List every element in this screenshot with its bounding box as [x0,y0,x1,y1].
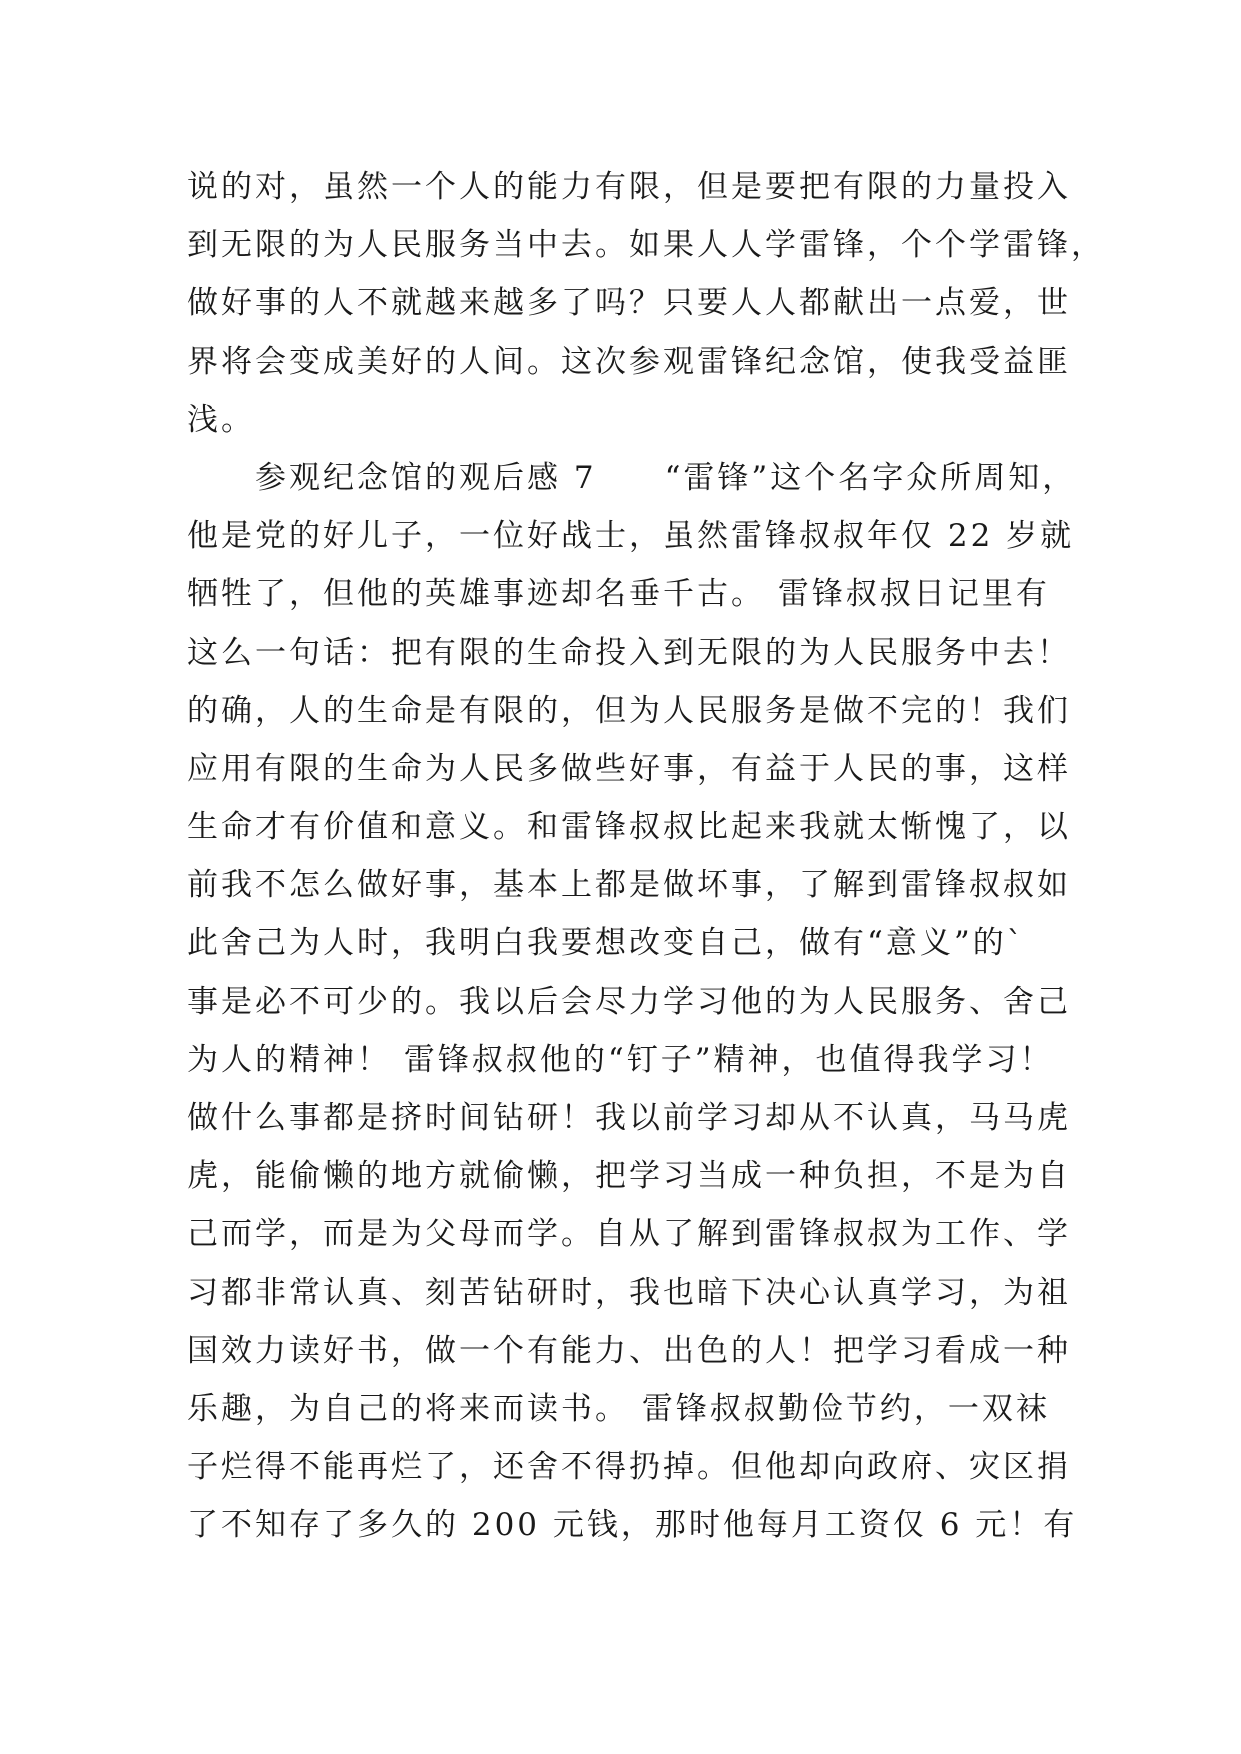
text-line-5: 浅。 [187,401,255,438]
text-line-21: 国效力读好书，做一个有能力、出色的人！把学习看成一种 [187,1332,1071,1369]
text-line-6: 参观纪念馆的观后感 7 “雷锋”这个名字众所周知， [187,459,1077,496]
text-line-1: 说的对，虽然一个人的能力有限，但是要把有限的力量投入 [187,169,1071,205]
text-line-24: 了不知存了多久的 200 元钱，那时他每月工资仅 6 元！有 [187,1507,1078,1544]
text-line-7: 他是党的好儿子，一位好战士，虽然雷锋叔叔年仅 22 岁就 [187,518,1075,555]
text-line-17: 做什么事都是挤时间钻研！我以前学习却从不认真，马马虎 [187,1100,1071,1136]
text-line-22: 乐趣，为自己的将来而读书。 雷锋叔叔勤俭节约，一双袜 [187,1390,1050,1427]
text-line-2: 到无限的为人民服务当中去。如果人人学雷锋，个个学雷锋， [187,227,1105,264]
text-line-20: 习都非常认真、刻苦钻研时，我也暗下决心认真学习，为祖 [187,1274,1071,1311]
text-line-15: 事是必不可少的。我以后会尽力学习他的为人民服务、舍己 [187,983,1071,1020]
text-line-16: 为人的精神！ 雷锋叔叔他的“钉子”精神，也值得我学习！ [187,1041,1054,1078]
text-line-18: 虎，能偷懒的地方就偷懒，把学习当成一种负担，不是为自 [187,1158,1071,1195]
text-line-4: 界将会变成美好的人间。这次参观雷锋纪念馆，使我受益匪 [187,343,1071,380]
text-line-3: 做好事的人不就越来越多了吗？只要人人都献出一点爱，世 [187,285,1071,322]
text-line-11: 应用有限的生命为人民多做些好事，有益于人民的事，这样 [187,750,1071,787]
text-line-13: 前我不怎么做好事，基本上都是做坏事，了解到雷锋叔叔如 [187,867,1071,904]
text-line-12: 生命才有价值和意义。和雷锋叔叔比起来我就太惭愧了，以 [187,809,1071,846]
text-line-19: 己而学，而是为父母而学。自从了解到雷锋叔叔为工作、学 [187,1216,1071,1253]
text-line-14: 此舍己为人时，我明白我要想改变自己，做有“意义”的` [187,925,1026,962]
document-body [187,158,1105,1555]
text-line-10: 的确，人的生命是有限的，但为人民服务是做不完的！我们 [187,692,1071,729]
text-line-23: 子烂得不能再烂了，还舍不得扔掉。但他却向政府、灾区捐 [187,1449,1071,1486]
text-line-9: 这么一句话：把有限的生命投入到无限的为人民服务中去！ [187,634,1071,671]
text-line-8: 牺牲了，但他的英雄事迹却名垂千古。 雷锋叔叔日记里有 [187,576,1050,613]
